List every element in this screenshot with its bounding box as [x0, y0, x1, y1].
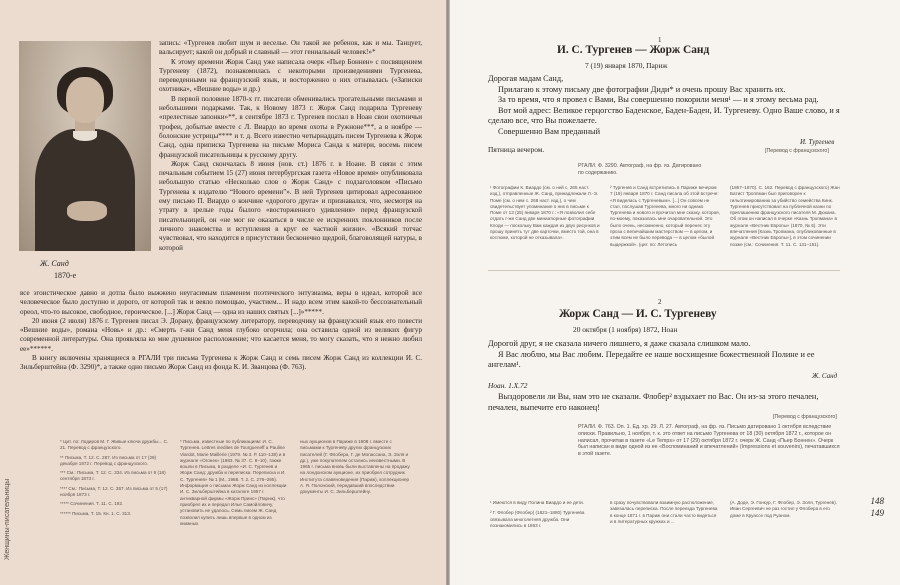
paragraph: Ноан. 1.Х.72	[488, 381, 528, 390]
letter2-footnotes	[490, 500, 840, 529]
paragraph: Вот мой адрес: Великое герцогство Баденское, Баден-Баден, И. Тургеневу. Одно Ваше слово, и я сделаю все, что Вы пожелаете.	[488, 105, 840, 126]
letter-signature: И. Тургенев	[800, 138, 835, 146]
paragraph: Прилагаю к этому письму две фотографии Диди* и очень прошу Вас хранить их.	[498, 84, 786, 94]
archive-reference: РГАЛИ. Ф. 3290. Автограф, на фр. яз. Датировано по содержанию.	[578, 163, 702, 176]
left-page	[0, 0, 446, 585]
paragraph: Пятница вечером.	[488, 145, 545, 154]
letter-date: 20 октября (1 ноября) 1872, Ноан	[573, 325, 678, 334]
footnote: * Письма, известные по публикациям: И. С. Тургенев. Lettres inedites de Tourgueneff a Pauline Viardot, Marie Maillerie (1979. № 3. Р. 110–138) и в журнале «Огонек» (1983. № 37. С. 8–10), также вошли в Письма, в разделе «И. С. Тургенев и Жорж Санд: дружба и переписка. Переписка и И. С. Тургенев» № 1 (М., 1988. Т. 2. С. 276–295). Информация о письмах Жорж Санд из коллекции И. С. Зильберштейна в каталоге 1957 г. антикварной фирмы «Жорж Принс» (Париж), что приобрел их и передал Илье Самойловичу, установить не удалось. Семь писем Ж. Санд позволил купить лишь впервые в одном из книжных	[180, 439, 287, 526]
paragraph: запись: «Тургенев любит шум и веселье. Он такой же ребенок, как и мы. Танцует, вальсирует; какой он добрый и славный — этот гениальный человек!»*	[159, 39, 422, 57]
footnote: ² Тургенев и Санд встретились в Париже вечером 7 (19) января 1870 г. Санд писала об этой встрече: «Я виделась с Тургеневым». [...] Он совсем не стал, послушав Тургенева, много ни однако Тургенева и нового и прочитал мне сказку, которая, по-моему, показалась мне очаровательной. Это было очень, несомненно, который перенес эту проза с величайшим мастерством — в целом, и этим всем не было перевода — в целом «былой выдержкой». (цит. по: Летопись	[610, 185, 720, 247]
footnote: ***** Сочинения. Т. 11. С. 192.	[60, 501, 124, 507]
footnote: *** См.: Письма, Т. 12. С. 334. Из письма от 6 (18) сентября 1873 г.	[60, 470, 166, 482]
paragraph: 20 июня (2 июля) 1876 г. Тургенев писал Э. Дорану, французскому литератору, переводчику на французский язык его повести «Вешние воды», романа «Новь» и др.: «Смерть г-жи Санд меня глубоко огорчила; она оставила одной из великих фигур современной литературы. Она проявляла ко мне душевное расположение; что касается меня, то могу сказать, что я нежно любил ее»******.	[20, 316, 422, 353]
divider	[488, 270, 840, 271]
portrait-caption-year: 1870-е	[54, 271, 77, 280]
left-body-bottom	[20, 289, 422, 373]
letter1-footnotes	[490, 185, 840, 248]
paragraph: В книгу включены хранящиеся в РГАЛИ три письма Тургенева к Жорж Санд и семь писем Жорж Санд из коллекции И. С. Зильберштейна (Ф. 3290)*, а также одно письмо Жорж Санд из фонда К. И. Званцова (Ф. 763).	[20, 354, 422, 372]
footnote: ****** Письма, Т. 15. Кн. 1. С. 313.	[60, 510, 132, 516]
letter-body	[488, 339, 840, 371]
page-number-left: 148	[870, 496, 884, 506]
translation-note: [Перевод с французского]	[773, 414, 837, 420]
letter-number: 2	[658, 298, 662, 306]
portrait-photo	[19, 41, 151, 251]
footnote: ² Г. Флобер (Флобер) (1821–1880) Тургенева связывала многолетняя дружба. Они познакомились в 1863 г.	[490, 510, 585, 528]
paragraph: Дорогая мадам Санд,	[488, 74, 564, 83]
left-body-top	[159, 39, 422, 253]
paragraph: Я Вас люблю, мы Вас любим. Передайте ее наше восхищение божественной Полине и ее ангелам¹.	[488, 349, 815, 370]
letter-number: 1	[658, 36, 662, 44]
letter-place-date	[488, 381, 840, 392]
footnote: (А. Доде, Э. Гонкур, Г. Флобер, Э. Золя, Тургенев). Иван Сергеевич не раз гостил у Флобера в его доме в Круассе под Руаном.	[730, 500, 838, 518]
letter-date: 7 (19) января 1870, Париж	[585, 61, 668, 70]
letter-signature: Ж. Санд	[812, 372, 838, 380]
paragraph: Жорж Санд скончалась 8 июня (нов. ст.) 1876 г. в Ноане. В связи с этим печальным событием 15 (27) июня петербургская газета «Новое время» опубликовала небольшую статью «Несколько слов о Жорж Санд» с подзаголовком «Письмо Тургенева к издателю “Нового времени”». В ней Тургенев цитировал адресованное ему письмо П. Виардо о кончине «дорогого друга» и признавался, что, несмотря на утрату в зрелые годы былого «восторженного удивления» перед французской писательницей, он «не мог не оказаться в числе ее искренних поклонников после личного знакомства и вступления в круг ее частной жизни». «Всякий тотчас чувствовал, что находится в присутствии бесконечно щедрой, благоволящей натуры, в которой	[159, 159, 422, 252]
paragraph: К этому времени Жорж Санд уже написала очерк «Пьер Боннен» с посвящением Тургеневу (1872), познакомилась с некоторыми произведениями Тургенева, переведенными на французский язык, и восторженно о них отзывалась («Записки охотника», «Вешние воды» и др.)	[159, 57, 422, 94]
footnote: * Цит. по: Лодиров М. Г. Живые ключи дружбы... С. 21. Перевод с французского.	[60, 439, 169, 451]
paragraph: все эгоистическое давно и дотла было выжжено неугасимым пламенем поэтического энтузиазма, веры в идеал, которой все человеческое было доступно и дорого, от которой так и веяло помощью, участием... И надо всем этим какой-то бессознательный ореол, что-то высокое, свободное, героическое. [...] Жорж Санд — одна из наших святых [...]»*****.	[20, 289, 422, 316]
footnote: **** См.: Письма, Т. 12. С. 357. Из письма от 5 (17) ноября 1873 г.	[60, 485, 168, 498]
paragraph: Совершенно Вам преданный	[498, 126, 601, 136]
paragraph: За то время, что я провел с Вами, Вы совершенно покорили меня¹ — и я этому весьма рад.	[498, 95, 819, 105]
footnote: в сразу почувствовали взаимную расположение, завязалась переписка. После переезда Тургенева в конце 1871 г. в Париж они стали часто видеться и в литературных кружках и ...	[610, 500, 718, 524]
letter-body-2	[488, 392, 840, 413]
paragraph: В первой половине 1870-х гг. писатели обменивались трогательными письмами и небольшими подарками. Так, к Новому 1873 г. Жорж Санд подарила Тургеневу «прелестные запонки»**, в сентябре 1873 г. Тургенев послал в Ноан свои охотничьи трофеи, добытые вместе с Л. Виардо во время охоты в Ружноне***, а в ноябре — болонские устрицы**** и т. д. Всего известно четырнадцать писем Тургенева к Жорж Санд, одна приписка Тургенева на письме Мориса Санда к матери, восемь писем французской писательницы к русскому другу.	[159, 94, 422, 159]
paragraph: Дорогой друг, я не сказала ничего лишнего, я даже сказала слишком мало.	[488, 339, 751, 348]
page-number-right: 149	[870, 508, 884, 518]
archive-reference: РГАЛИ. Ф. 763. Оп. 1. Ед. хр. 29. Л. 27. Автограф, на фр. яз. Письмо датировано 1 октября вследствие описки. Правильно, 1 ноября, т. к. это ответ на письмо Тургенева от 18 (30) октября 1872 г., которое он написал, прочитав в газете «Le Temps» от 17 (29) октября 1872 г. очерк Ж. Санд «Пьер Боннен». Очерк был написан в виде одной из ее «Воспоминаний и впечатлений» (Impressions et souvenirs), печатавшихся в этой газете.	[578, 424, 840, 458]
footnote: ных аукционов в Париже в 1908 г. вместе с письмами к Тургеневу других французских писателей (Г. Флобера, Г. де Мопассана, Э. Золя и др.), уже покупателем остались неизвестными. В 1965 г. письма вновь были выставлены на продажу на лондонском аукционе, их приобрел сотрудник Института славяноведения (Париж), коллекционер А. Я. Полонский, передавший впоследствии документы И. С. Зильберштейну.	[300, 439, 410, 495]
footnote: ¹ Фотографии К. Виардо (см. о ней с. 265 наст. изд.), отправленные Ж. Санд, принадлежали Л.-Э. Поме (см. о нем с. 268 наст. изд.), о чем свидетельствует упоминание о них в письме к Поме от 13 (25) января 1870 г.: «Я позволил себе отдать г-же Санд две миниатюрные фотографии Клоди — поскольку Вам каждая из двух рисунков и прошу принять тут две карточки, вместо той, она в костюме, которой не отказывала».	[490, 185, 600, 241]
side-section-label: Женщины-писательницы	[4, 478, 11, 560]
translation-note: [Перевод с французского]	[765, 148, 829, 154]
left-footnotes	[60, 439, 410, 530]
footnote: ¹ Имеются в виду Полина Виардо и ее дети.	[490, 500, 585, 505]
footnote: ** Письма, Т. 12. С. 287. Из письма от 17 (29) декабря 1872 г. Перевод с французского.	[60, 454, 157, 466]
letter-title: И. С. Тургенев — Жорж Санд	[557, 44, 710, 56]
letter-body	[488, 74, 840, 138]
footnote: (1867–1870). С. 162. Перевод с французского) Жан Батист Троппман был приговорен к гильотинированию за убийство семейства Кинк. Тургенев присутствовал на публичной казни по приглашению французского писателя М. Дюкана. Об этом он написал в очерке «Казнь Тропмана» в журнале «Вестник Европы» (1870, № 6). Эти впечатления [Казнь Тропмана, опубликованные в журнале «Вестник Европы»], в этом сочинении позже (см.: Сочинения. Т. 11. С. 131–151).	[730, 185, 840, 247]
letter-title: Жорж Санд — И. С. Тургеневу	[559, 308, 717, 320]
paragraph: Выздоровели ли Вы, нам это не сказали. Флобер² вздыхает по Вас. Он из-за этого печален, печален, выпечите его наконец!	[488, 392, 819, 412]
portrait-caption-name: Ж. Санд	[40, 259, 69, 268]
